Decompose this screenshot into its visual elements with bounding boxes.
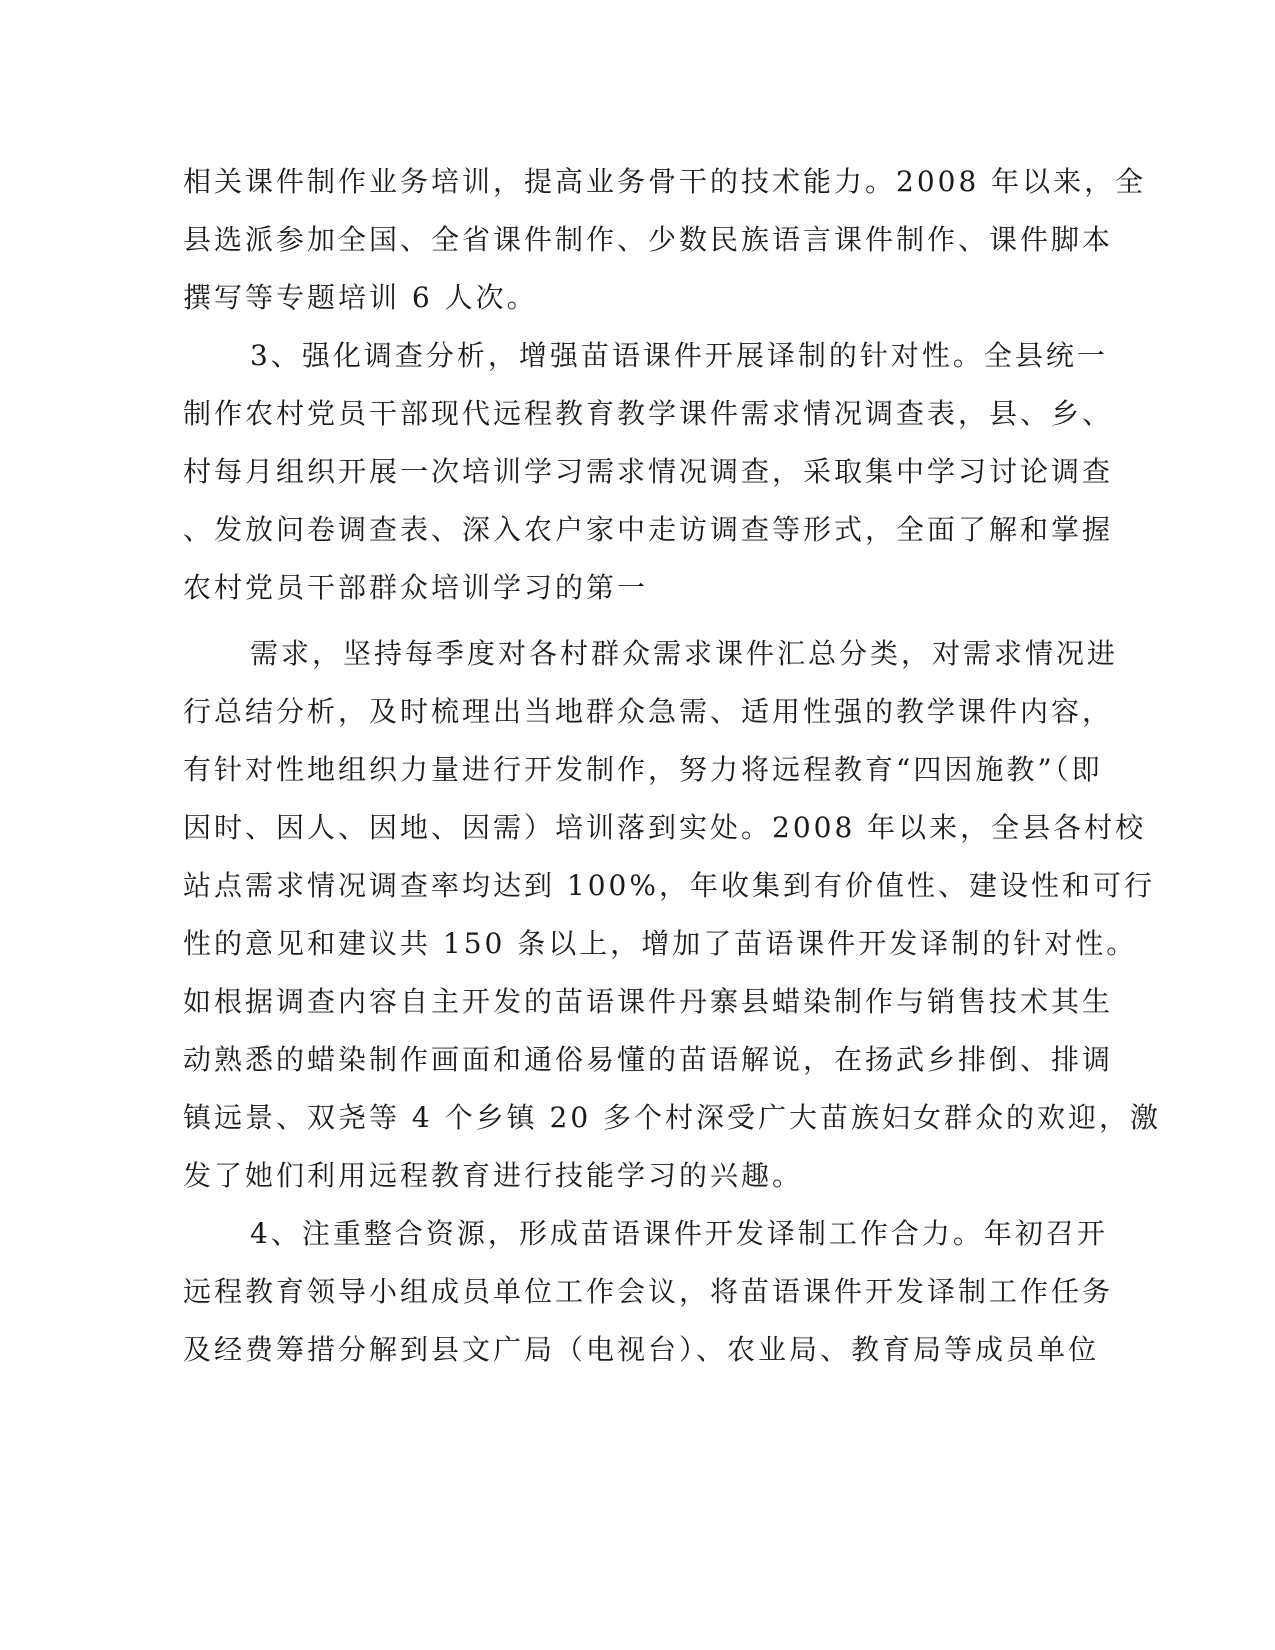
text-line-15: 如根据调查内容自主开发的苗语课件丹寨县蜡染制作与销售技术其生 (183, 985, 1114, 1018)
text-line-1: 相关课件制作业务培训，提高业务骨干的技术能力。2008 年以来，全 (183, 165, 1147, 198)
text-line-12: 因时、因人、因地、因需）培训落到实处。2008 年以来，全县各村校 (183, 811, 1147, 844)
text-line-7: 、发放问卷调查表、深入农户家中走访调查等形式，全面了解和掌握 (183, 513, 1114, 546)
text-line-14: 性的意见和建议共 150 条以上，增加了苗语课件开发译制的针对性。 (183, 927, 1138, 960)
paragraph-continuation: 需求，坚持每季度对各村群众需求课件汇总分类，对需求情况进 (250, 637, 1119, 670)
text-line-13: 站点需求情况调查率均达到 100%，年收集到有价值性、建设性和可行 (183, 869, 1155, 902)
text-line-17: 镇远景、双尧等 4 个乡镇 20 多个村深受广大苗族妇女群众的欢迎，激 (183, 1101, 1162, 1134)
text-line-18: 发了她们利用远程教育进行技能学习的兴趣。 (183, 1159, 804, 1192)
text-line-16: 动熟悉的蜡染制作画面和通俗易懂的苗语解说，在扬武乡排倒、排调 (183, 1043, 1114, 1076)
text-line-20: 远程教育领导小组成员单位工作会议，将苗语课件开发译制工作任务 (183, 1275, 1114, 1308)
text-line-10: 行总结分析，及时梳理出当地群众急需、适用性强的教学课件内容， (183, 695, 1114, 728)
paragraph-3-heading: 3、强化调查分析，增强苗语课件开展译制的针对性。全县统一 (250, 339, 1108, 372)
text-line-21: 及经费筹措分解到县文广局（电视台）、农业局、教育局等成员单位 (183, 1333, 1100, 1366)
text-line-11: 有针对性地组织力量进行开发制作，努力将远程教育“四因施教”（即 (183, 753, 1103, 786)
paragraph-4-heading: 4、注重整合资源，形成苗语课件开发译制工作合力。年初召开 (250, 1217, 1108, 1250)
text-line-3: 撰写等专题培训 6 人次。 (183, 281, 538, 314)
text-line-6: 村每月组织开展一次培训学习需求情况调查，采取集中学习讨论调查 (183, 455, 1114, 488)
text-line-2: 县选派参加全国、全省课件制作、少数民族语言课件制作、课件脚本 (183, 223, 1114, 256)
text-line-8: 农村党员干部群众培训学习的第一 (183, 571, 649, 604)
text-line-5: 制作农村党员干部现代远程教育教学课件需求情况调查表，县、乡、 (183, 397, 1114, 430)
